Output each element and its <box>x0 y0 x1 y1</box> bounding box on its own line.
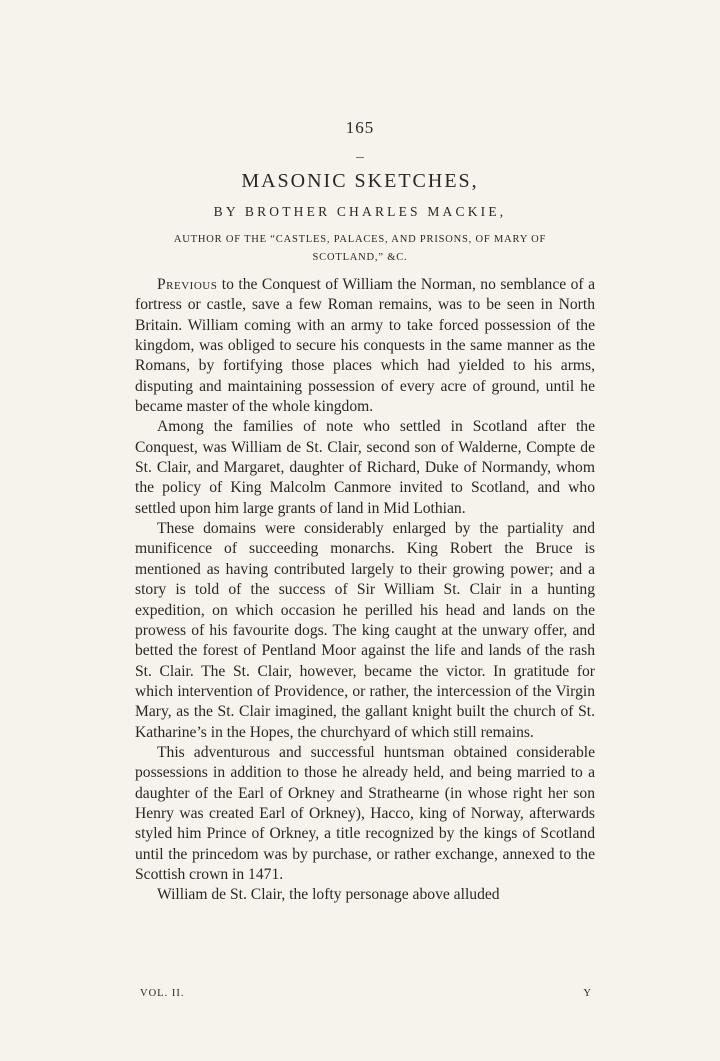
header-divider <box>356 157 364 158</box>
volume-marker: VOL. II. <box>140 988 185 999</box>
signature-mark: Y <box>583 988 592 999</box>
paragraph-lead-word: Previous <box>157 276 218 293</box>
paragraph-text: to the Conquest of William the Norman, no semblance of a fortress or castle, save a few Roman remains, was to be seen in North Britain. William coming with an army to take forced possession of the kingdom, was obliged to secure his conquests in the same manner as the Romans, by fortifying those places which had yielded to his arms, disputing and maintaining possession of every acre of ground, until he became master of the whole kingdom. <box>135 276 595 416</box>
page-number: 165 <box>345 118 375 137</box>
article-body <box>135 275 595 906</box>
paragraph: This adventurous and successful huntsman obtained considerable possessions in addition to those he already held, and being married to a daughter of the Earl of Orkney and Strathearne (in whose right her son Henry was created Earl of Orkney), Hacco, king of Norway, afterwards styled him Prince of Orkney, a title recognized by the kings of Scotland until the princedom was by purchase, or rather exchange, annexed to the Scottish crown in 1471. <box>135 743 595 883</box>
article-byline: BY BROTHER CHARLES MACKIE, <box>213 204 507 219</box>
paragraph: William de St. Clair, the lofty personage above alluded <box>157 886 500 904</box>
author-credit: AUTHOR OF THE “CASTLES, PALACES, AND PRISONS, OF MARY OF SCOTLAND,” &C. <box>173 234 547 263</box>
paragraph: Among the families of note who settled in Scotland after the Conquest, was William de St. Clair, second son of Walderne, Compte de St. Clair, and Margaret, daughter of Richard, Duke of Normandy, whom the policy of King Malcolm Canmore invited to Scotland, and who settled upon him large grants of land in Mid Lothian. <box>135 418 595 517</box>
article-title: MASONIC SKETCHES, <box>241 170 479 192</box>
paragraph: These domains were considerably enlarged by the partiality and munificence of succeeding monarchs. King Robert the Bruce is mentioned as having contributed largely to their growing power; and a story is told of the success of Sir William St. Clair in a hunting expedition, on which occasion he perilled his head and lands on the prowess of his favourite dogs. The king caught at the unwary offer, and betted the forest of Pentland Moor against the life and lands of the rash St. Clair. The St. Clair, however, became the victor. In gratitude for which intervention of Providence, or rather, the intercession of the Virgin Mary, as the St. Clair imagined, the gallant knight built the church of St. Katharine’s in the Hopes, the churchyard of which still remains. <box>135 520 595 741</box>
paragraph <box>135 275 595 417</box>
